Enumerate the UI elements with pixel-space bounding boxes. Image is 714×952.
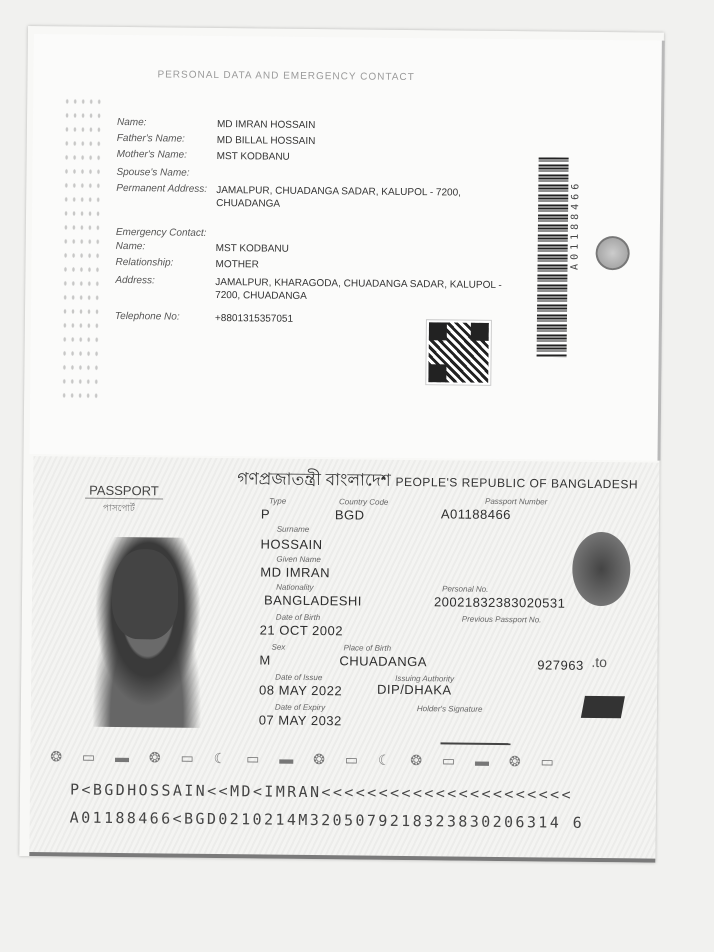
- ghost-photo: [572, 532, 631, 607]
- field-value: MST KODBANU: [215, 242, 289, 255]
- qr-code: [426, 320, 491, 385]
- holder-signature-icon: [441, 728, 511, 745]
- label-place-of-birth: Place of Birth: [343, 643, 392, 653]
- value-personal-no: 20021832383020531: [433, 594, 566, 611]
- value-sex: M: [259, 652, 271, 668]
- label-date-of-expiry: Date of Expiry: [274, 702, 326, 713]
- field-label: Permanent Address:: [116, 182, 208, 195]
- value-date-of-birth: 21 OCT 2002: [259, 622, 344, 639]
- field-label: Name:: [115, 240, 146, 253]
- page-edge: [29, 852, 655, 863]
- barcode: [537, 157, 569, 357]
- security-dot-pattern: [60, 94, 103, 404]
- field-label: Telephone No:: [114, 310, 180, 323]
- mrz-line-1: P<BGDHOSSAIN<<MD<IMRAN<<<<<<<<<<<<<<<<<<<<<<: [69, 780, 574, 804]
- ghost-image: [581, 696, 625, 718]
- field-label: Address:: [115, 274, 155, 287]
- label-date-of-birth: Date of Birth: [275, 612, 321, 623]
- field-label: Father's Name:: [116, 132, 185, 145]
- personal-data-page: [30, 34, 665, 461]
- passport-title-bengali: পাসপোর্ট: [102, 502, 135, 514]
- value-date-of-issue: 08 MAY 2022: [258, 682, 343, 699]
- section-label: Emergency Contact:: [115, 226, 207, 239]
- label-surname: Surname: [276, 524, 310, 534]
- barcode-number: A01188466: [569, 179, 582, 270]
- label-country-code: Country Code: [338, 497, 389, 507]
- passport-header: [237, 466, 638, 498]
- page-heading: PERSONAL DATA AND EMERGENCY CONTACT: [157, 69, 415, 84]
- security-seal-icon: [595, 236, 629, 270]
- field-value: [217, 168, 517, 171]
- field-label: Spouse's Name:: [116, 166, 190, 179]
- value-given-name: MD IMRAN: [260, 564, 331, 581]
- value-type: P: [260, 506, 271, 522]
- field-value: MD BILLAL HOSSAIN: [216, 134, 316, 148]
- label-personal-no: Personal No.: [442, 584, 489, 594]
- value-issuing-authority: DIP/DHAKA: [376, 681, 452, 698]
- value-place-of-birth: CHUADANGA: [339, 653, 428, 670]
- field-value: JAMALPUR, CHUADANGA SADAR, KALUPOL - 7200, CHUADANGA: [216, 184, 462, 210]
- passport-title: PASSPORT: [85, 483, 163, 500]
- field-value: MST KODBANU: [216, 150, 290, 163]
- field-value: +8801315357051: [214, 312, 294, 325]
- value-passport-number: A01188466: [440, 506, 512, 523]
- label-passport-number: Passport Number: [485, 496, 548, 507]
- field-value: MOTHER: [215, 258, 259, 271]
- holder-photo-head: [112, 549, 179, 640]
- label-date-of-issue: Date of Issue: [275, 672, 323, 683]
- scanned-document: [19, 26, 664, 863]
- value-country-code: BGD: [334, 507, 365, 523]
- value-extra-number: 927963: [537, 657, 584, 673]
- value-date-of-expiry: 07 MAY 2032: [258, 712, 342, 729]
- field-value: JAMALPUR, KHARAGODA, CHUADANGA SADAR, KALUPOL - 7200, CHUADANGA: [215, 276, 502, 302]
- ghost-text: .to: [591, 653, 608, 671]
- field-label: Name:: [116, 116, 147, 129]
- label-type: Type: [268, 496, 287, 506]
- label-issuing-authority: Issuing Authority: [395, 673, 455, 684]
- value-nationality: BANGLADESHI: [263, 592, 363, 609]
- header-bengali: গণপ্রজাতন্ত্রী বাংলাদেশ: [237, 469, 391, 490]
- holder-photo: [83, 537, 213, 728]
- field-label: Mother's Name:: [116, 148, 187, 161]
- field-value: MD IMRAN HOSSAIN: [216, 118, 316, 132]
- field-label: Relationship:: [115, 256, 174, 269]
- passport-data-page: [29, 456, 659, 863]
- value-surname: HOSSAIN: [260, 536, 323, 553]
- mrz-line-2: A01188466<BGD0210214M3205079218323830206314 6: [69, 808, 585, 832]
- label-sex: Sex: [271, 642, 286, 652]
- security-symbols-icon: ❂ ▭ ▬ ❂ ▭ ☾ ▭ ▬ ❂ ▭ ☾ ❂ ▭ ▬ ❂ ▭: [50, 748, 562, 770]
- label-previous-passport: Previous Passport No.: [461, 614, 542, 625]
- label-given-name: Given Name: [276, 554, 321, 565]
- label-nationality: Nationality: [276, 582, 314, 593]
- header-english: PEOPLE'S REPUBLIC OF BANGLADESH: [395, 474, 639, 492]
- label-holders-signature: Holder's Signature: [416, 704, 483, 714]
